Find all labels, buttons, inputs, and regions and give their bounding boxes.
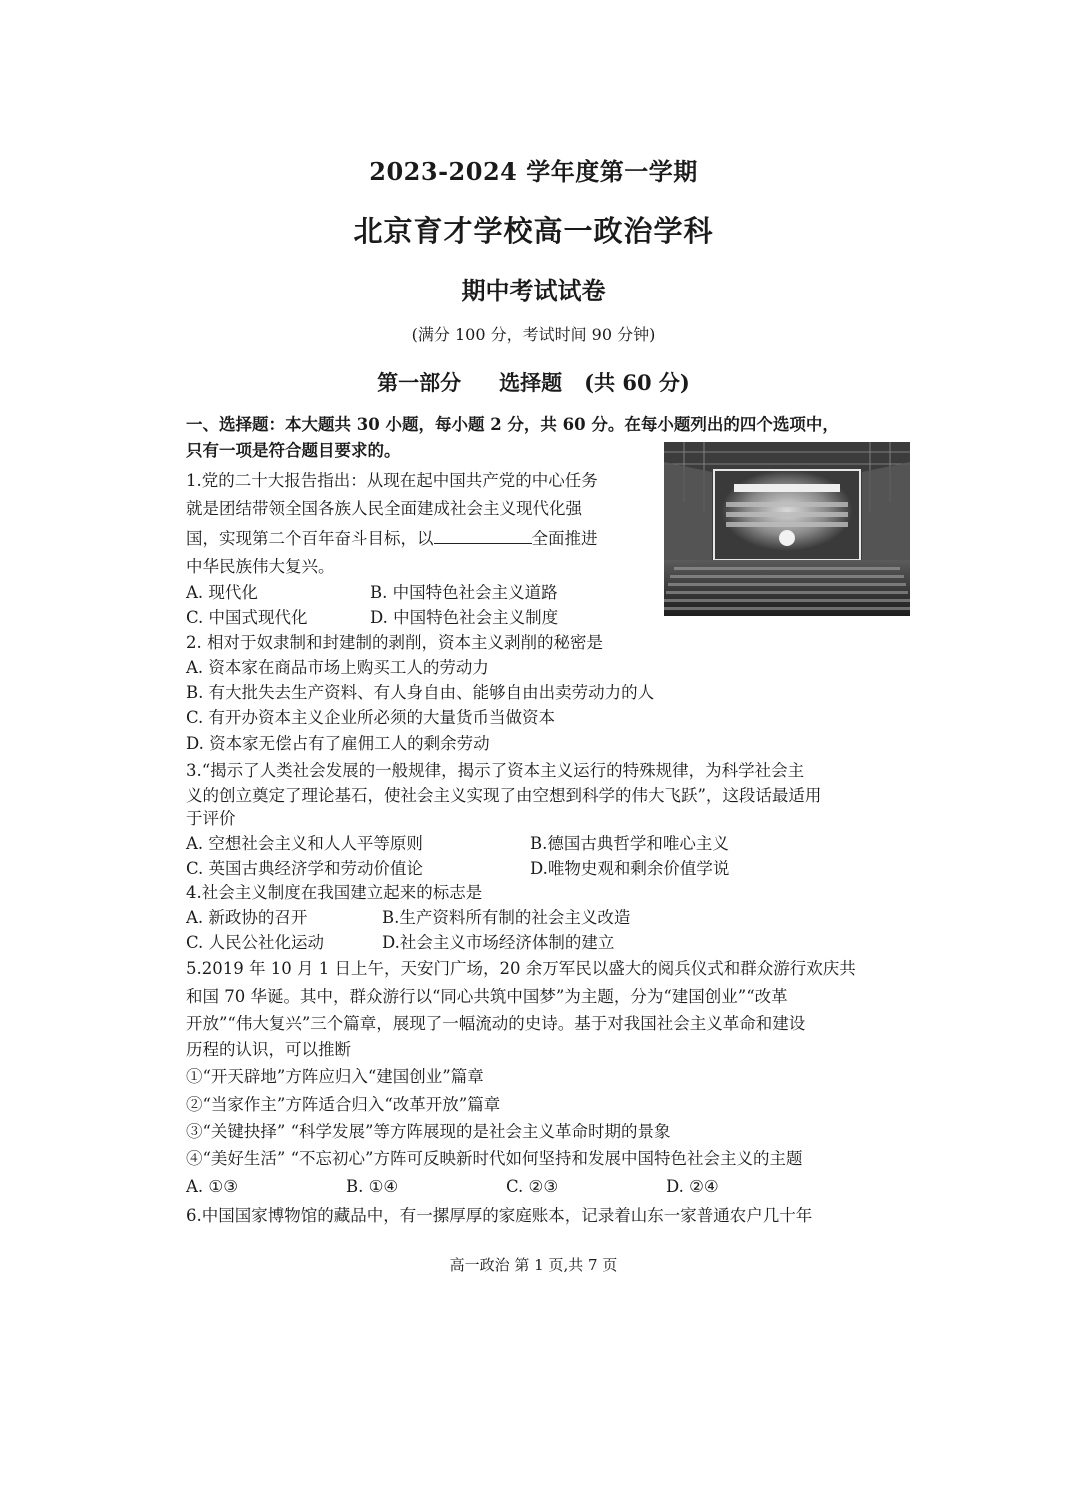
q3-option-a: A. 空想社会主义和人人平等原则 — [186, 834, 423, 853]
q2-option-d: D. 资本家无偿占有了雇佣工人的剩余劳动 — [186, 734, 490, 753]
exam-name-title: 期中考试试卷 — [461, 276, 606, 305]
q1-stem-line-1: 1.党的二十大报告指出：从现在起中国共产党的中心任务 — [186, 471, 598, 490]
q1-blank — [434, 529, 532, 544]
q5-stem-line-4: 历程的认识，可以推断 — [186, 1040, 351, 1059]
exam-info: (满分 100 分，考试时间 90 分钟) — [411, 325, 656, 344]
q1-option-a: A. 现代化 — [186, 583, 258, 602]
q3-option-d: D.唯物史观和剩余价值学说 — [530, 859, 730, 878]
section-part: 第一部分 — [377, 370, 462, 395]
q4-option-c: C. 人民公社化运动 — [186, 933, 325, 952]
q5-stem-line-1: 5.2019 年 10 月 1 日上午，天安门广场，20 余万军民以盛大的阅兵仪式和群众游行欢庆共 — [186, 959, 856, 978]
q1-stem-line-3 — [186, 528, 598, 550]
q5-item-3: ③“关键抉择” “科学发展”等方阵展现的是社会主义革命时期的景象 — [186, 1122, 671, 1141]
q1-stem-line-2: 就是团结带领全国各族人民全面建成社会主义现代化强 — [186, 499, 582, 518]
q3-stem-line-1: 3.“揭示了人类社会发展的一般规律，揭示了资本主义运行的特殊规律，为科学社会主 — [186, 761, 805, 780]
q5-option-c: C. ②③ — [506, 1177, 559, 1196]
q5-option-b: B. ①④ — [346, 1177, 399, 1196]
hall-photo — [664, 442, 910, 616]
instructions-line-2: 只有一项是符合题目要求的。 — [186, 441, 401, 460]
q5-option-a: A. ①③ — [186, 1177, 238, 1196]
q3-option-c: C. 英国古典经济学和劳动价值论 — [186, 859, 424, 878]
section-points: (共 60 分) — [584, 370, 690, 395]
q4-option-d: D.社会主义市场经济体制的建立 — [382, 933, 615, 952]
section-name: 选择题 — [499, 370, 563, 395]
q1-option-b: B. 中国特色社会主义道路 — [370, 583, 558, 602]
q1-stem-line-3a: 国，实现第二个百年奋斗目标，以 — [186, 529, 434, 548]
q5-stem-line-2: 和国 70 华诞。其中，群众游行以“同心共筑中国梦”为主题，分为“建国创业”“改革 — [186, 987, 788, 1006]
year-term-title: 2023-2024 学年度第一学期 — [369, 157, 698, 186]
section-heading — [0, 367, 1067, 397]
q1-stem-line-3b: 全面推进 — [531, 529, 598, 548]
q4-stem: 4.社会主义制度在我国建立起来的标志是 — [186, 883, 483, 902]
q2-option-c: C. 有开办资本主义企业所必须的大量货币当做资本 — [186, 708, 556, 727]
q1-option-d: D. 中国特色社会主义制度 — [370, 608, 559, 627]
q5-option-d: D. ②④ — [666, 1177, 719, 1196]
page-footer: 高一政治 第 1 页,共 7 页 — [449, 1256, 618, 1274]
q3-stem-line-2: 义的创立奠定了理论基石，使社会主义实现了由空想到科学的伟大飞跃”，这段话最适用 — [186, 786, 822, 805]
q3-option-b: B.德国古典哲学和唯心主义 — [530, 834, 729, 853]
q4-option-b: B.生产资料所有制的社会主义改造 — [382, 908, 631, 927]
q1-option-c: C. 中国式现代化 — [186, 608, 308, 627]
q1-stem-line-4: 中华民族伟大复兴。 — [186, 557, 335, 576]
q5-item-1: ①“开天辟地”方阵应归入“建国创业”篇章 — [186, 1067, 484, 1086]
q2-stem: 2. 相对于奴隶制和封建制的剥削，资本主义剥削的秘密是 — [186, 633, 603, 652]
school-subject-title: 北京育才学校高一政治学科 — [353, 214, 714, 248]
instructions-line-1: 一、选择题：本大题共 30 小题，每小题 2 分，共 60 分。在每小题列出的四个选项中， — [186, 415, 839, 434]
q4-option-a: A. 新政协的召开 — [186, 908, 308, 927]
q5-stem-line-3: 开放”“伟大复兴”三个篇章，展现了一幅流动的史诗。基于对我国社会主义革命和建设 — [186, 1014, 806, 1033]
q5-item-4: ④“美好生活” “不忘初心”方阵可反映新时代如何坚持和发展中国特色社会主义的主题 — [186, 1149, 803, 1168]
q6-stem-line-1: 6.中国国家博物馆的藏品中，有一摞厚厚的家庭账本，记录着山东一家普通农户几十年 — [186, 1206, 813, 1225]
q2-option-b: B. 有大批失去生产资料、有人身自由、能够自由出卖劳动力的人 — [186, 683, 655, 702]
q5-item-2: ②“当家作主”方阵适合归入“改革开放”篇章 — [186, 1095, 501, 1114]
q2-option-a: A. 资本家在商品市场上购买工人的劳动力 — [186, 658, 489, 677]
q3-stem-line-3: 于评价 — [186, 809, 236, 828]
